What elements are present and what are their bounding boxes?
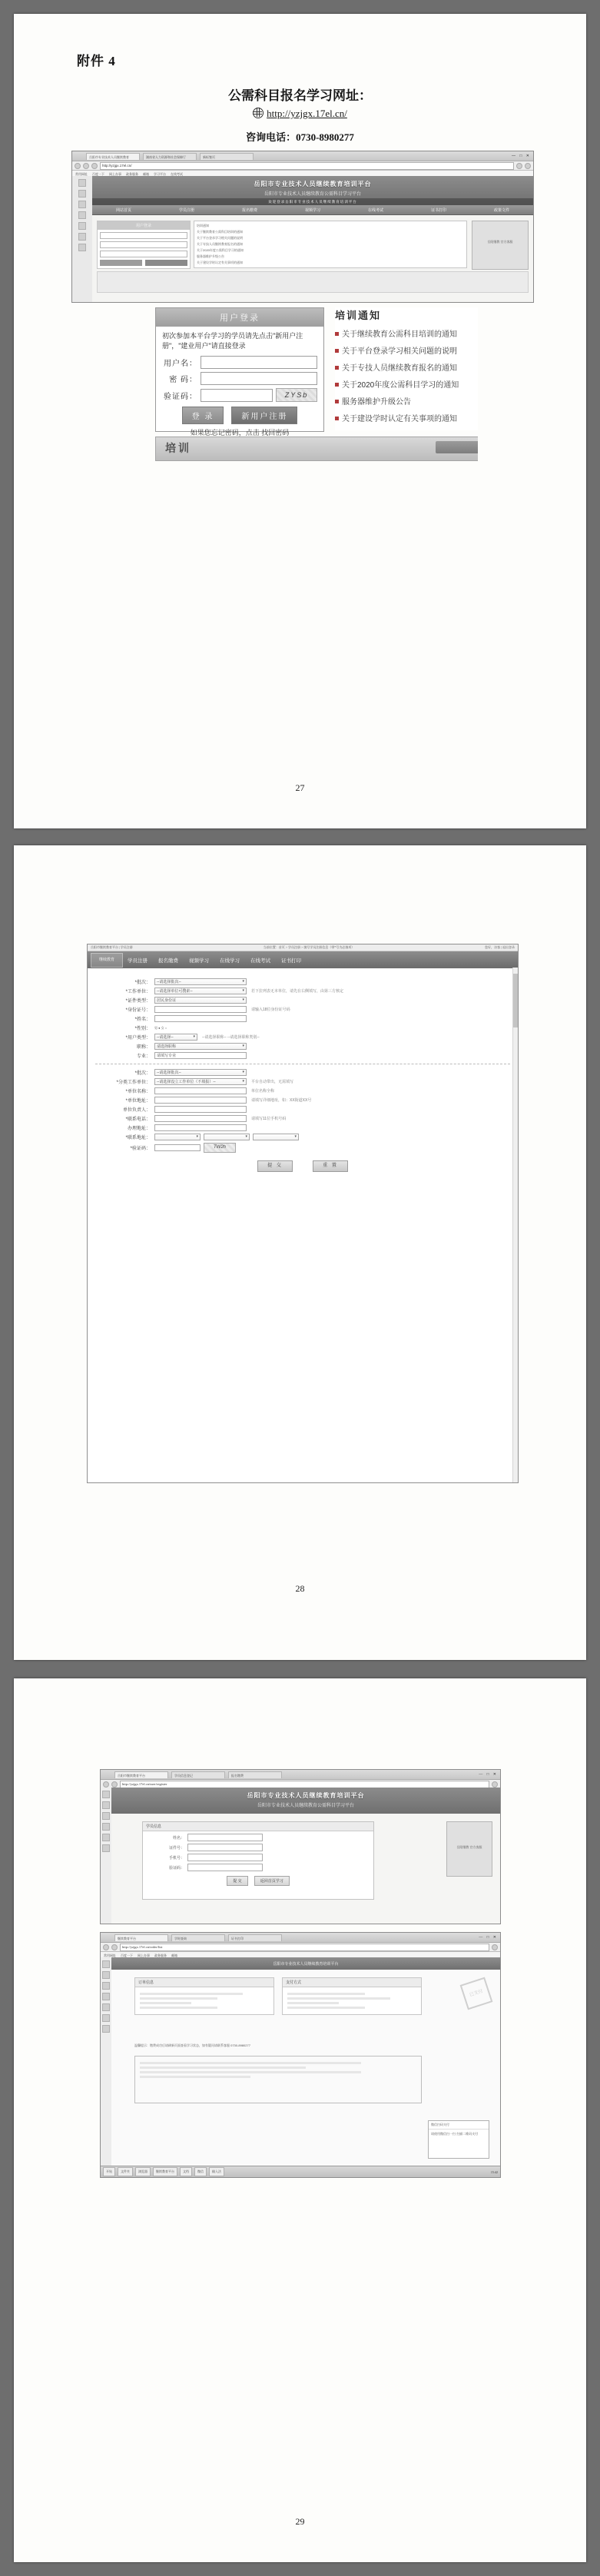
field-phone-hint: 请填写11位手机号码 — [251, 1117, 287, 1121]
login-button[interactable]: 登 录 — [182, 407, 224, 424]
field-name-input[interactable] — [154, 1015, 247, 1022]
website-url-row — [14, 108, 586, 120]
payment-line-2 — [287, 1997, 390, 2000]
field-unit-leader-input[interactable] — [154, 1106, 247, 1113]
mini-news-item-5[interactable]: 服务器维护升级公告 — [197, 254, 224, 258]
field-unit-name-input[interactable] — [154, 1087, 247, 1094]
p3-captcha-label: 验证码： — [168, 1865, 184, 1871]
field-batch-label: *批次： — [134, 981, 151, 985]
p3-bottom-banner-title: 岳阳市专业技术人员继续教育培训平台 — [273, 1962, 339, 1967]
news-item-4[interactable] — [335, 378, 478, 390]
rail-icon-3[interactable] — [102, 1982, 110, 1990]
mini-news-item-6[interactable]: 关于建设学时认定有关事项的通知 — [197, 261, 243, 264]
wechat-pay-text: 请使用微信扫一扫 扫描二维码支付 — [431, 2132, 479, 2136]
page-title: 公需科目报名学习网址： — [228, 88, 372, 103]
rail-icon-2[interactable] — [78, 190, 86, 198]
scrollbar-thumb[interactable] — [513, 974, 518, 1027]
mini-captcha-input[interactable] — [100, 251, 187, 257]
mini-news-panel — [194, 221, 467, 268]
nav-item-home[interactable]: 网站首页 — [115, 207, 131, 213]
bullet-icon — [335, 332, 339, 336]
rail-icon-6[interactable] — [78, 233, 86, 241]
left-rail — [72, 176, 93, 302]
screenshot-student-info — [100, 1769, 501, 1924]
document-page-27 — [14, 14, 586, 828]
rail-icon-1[interactable] — [102, 1791, 110, 1798]
form-topbar-right[interactable]: 您好，访客 | 退出登录 — [485, 945, 515, 949]
screenshot-login-zoom — [155, 307, 478, 470]
bullet-icon — [335, 400, 339, 403]
bookmark-2[interactable]: 百度一下 — [92, 171, 104, 176]
p3-bookmark-5[interactable]: 邮箱 — [171, 1953, 177, 1957]
p3-row-captcha — [148, 1864, 369, 1871]
p3-bookmark-1[interactable]: 常用网址 — [104, 1953, 116, 1957]
field-work-unit-hint: 若下拉列表无本单位，请先在右侧填写，由第三方核定 — [251, 989, 344, 994]
field-office-address — [95, 1124, 510, 1131]
news-item-6[interactable] — [335, 412, 478, 423]
rail-icon-6[interactable] — [102, 2014, 110, 2022]
website-url[interactable]: http://yzjgx.17el.cn/ — [267, 108, 347, 119]
field-id-number-input[interactable] — [154, 1006, 247, 1013]
menu-icon[interactable] — [492, 1944, 498, 1950]
form-nav — [88, 951, 518, 968]
register-button[interactable]: 新用户注册 — [231, 407, 297, 424]
field-sub-unit-select[interactable]: --请选择没立工作单位（不填报）-- ▾ — [154, 1078, 247, 1085]
news-item-2[interactable] — [335, 344, 478, 356]
site-banner-title: 岳阳市专业技术人员继续教育培训平台 — [254, 181, 372, 188]
p3-top-banner-title: 岳阳市专业技术人员继续教育培训平台 — [247, 1792, 365, 1799]
rail-icon-3[interactable] — [78, 201, 86, 208]
field-province-select[interactable] — [154, 1134, 201, 1140]
p3-name-input[interactable] — [187, 1834, 263, 1841]
attachment-label: 附件 4 — [77, 54, 116, 68]
p3-bookmark-4[interactable]: 政务服务 — [154, 1953, 167, 1957]
captcha-label: 验证码： — [164, 392, 197, 401]
p3-bottom-banner — [111, 1957, 500, 1970]
field-id-number — [95, 1006, 510, 1013]
table-line-3 — [140, 2071, 361, 2073]
field-gender — [95, 1024, 510, 1031]
site-banner-strip: 欢迎登录岳阳市专业技术人员继续教育培训平台 — [92, 198, 533, 205]
payment-card-title: 支付方式 — [283, 1978, 421, 1987]
p3-captcha-input[interactable] — [187, 1864, 263, 1871]
training-banner-text: 培训 — [165, 442, 191, 454]
star-icon[interactable] — [516, 163, 522, 169]
p3-bottom-tab-2[interactable]: 学时查询 — [171, 1934, 225, 1941]
url-input[interactable]: http://yzjgx.17el.cn/ — [100, 162, 514, 170]
field-id-type-select[interactable]: 居民身份证 ▾ — [154, 997, 247, 1004]
mini-news-item-1[interactable]: 关于继续教育公需科目培训的通知 — [197, 230, 243, 234]
p3-top-left-rail — [101, 1788, 112, 1924]
form-captcha-image[interactable]: TW2h — [204, 1143, 236, 1153]
p3-top-tab-1[interactable]: 岳阳市继续教育平台 — [114, 1771, 168, 1778]
news-item-2-label: 关于平台登录学习相关问题的说明 — [342, 347, 457, 356]
forgot-password-text[interactable]: 如果您忘记密码，点击 找回密码 — [190, 429, 290, 437]
rail-icon-1[interactable] — [78, 179, 86, 187]
mini-news-item-4[interactable]: 关于2020年度公需科目学习的通知 — [197, 248, 244, 252]
field-unit-address-label: *单位地址： — [125, 1099, 151, 1104]
field-title-select[interactable]: 请选择职称 ▾ — [154, 1043, 247, 1050]
login-card-title: 用户登录 — [156, 308, 323, 327]
form-buttons — [88, 1160, 518, 1172]
bullet-icon — [335, 349, 339, 353]
taskbar-platform[interactable]: 继续教育平台 — [153, 2167, 177, 2176]
form-nav-video[interactable]: 视频学习 — [189, 958, 209, 964]
p3-bottom-url-input[interactable]: http://yzjgx.17el.cn/order/list — [120, 1944, 489, 1951]
field-office-address-input[interactable] — [154, 1124, 247, 1131]
field-id-number-hint: 请输入18位身份证号码 — [251, 1007, 290, 1012]
rail-icon-5[interactable] — [102, 1834, 110, 1841]
rail-icon-4[interactable] — [78, 211, 86, 219]
rail-icon-7[interactable] — [102, 2025, 110, 2033]
captcha-image[interactable]: ZYSb — [276, 388, 317, 402]
rail-icon-6[interactable] — [102, 1844, 110, 1852]
rail-icon-7[interactable] — [78, 244, 86, 251]
field-id-number-label: *身份证号： — [125, 1008, 151, 1013]
p3-back-home-button[interactable]: 返回首页学习 — [254, 1876, 290, 1886]
order-note: 温馨提示：缴费成功后请刷新页面查看学习状态，如有疑问请联系客服 0730-8980277 — [134, 2043, 250, 2047]
mini-password-input[interactable] — [100, 241, 187, 248]
field-batch2 — [95, 1069, 510, 1076]
contact-phone: 咨询电话：0730-8980277 — [246, 131, 354, 143]
rail-icon-1[interactable] — [102, 1960, 110, 1968]
p3-service-panel — [446, 1821, 492, 1877]
p3-row-phone — [148, 1854, 369, 1861]
order-line-4 — [140, 2007, 217, 2009]
browser-address-bar — [72, 161, 533, 171]
bullet-icon — [335, 417, 339, 420]
field-work-unit-label: *工作单位： — [125, 990, 151, 994]
field-name — [95, 1015, 510, 1022]
bookmark-7[interactable]: 在线考试 — [171, 171, 183, 176]
login-buttons — [156, 407, 323, 424]
window-controls[interactable]: — □ ✕ — [512, 154, 531, 158]
p3-row-name — [148, 1834, 369, 1841]
bookmark-3[interactable]: 网上办事 — [109, 171, 121, 176]
field-batch2-select[interactable]: --请选择批次-- ▾ — [154, 1069, 247, 1076]
password-input[interactable] — [201, 372, 317, 385]
mini-login-card — [97, 221, 191, 269]
field-contact-region — [95, 1134, 510, 1140]
page-scrollbar[interactable] — [512, 968, 518, 1482]
screenshot-browser-home — [71, 151, 534, 303]
field-major-label: 专业： — [136, 1054, 151, 1059]
form-nav-payment[interactable]: 报名缴费 — [158, 958, 178, 964]
rail-icon-2[interactable] — [102, 1971, 110, 1979]
p3-bottom-window-controls[interactable]: — □ ✕ — [479, 1936, 498, 1940]
field-user-type-select[interactable]: --请选择-- ▾ — [154, 1034, 197, 1041]
nav-item-certificate[interactable]: 证书打印 — [430, 207, 446, 213]
news-item-6-label: 关于建设学时认定有关事项的通知 — [342, 415, 457, 423]
order-line-3 — [140, 2002, 191, 2004]
browser-tabstrip — [72, 151, 533, 161]
paid-watermark: 已支付 — [460, 1977, 493, 2010]
p3-top-banner-sub: 岳阳市专业技术人员继续教育公需科目学习平台 — [257, 1804, 354, 1808]
forward-icon[interactable] — [111, 1944, 118, 1950]
captcha-row — [162, 388, 317, 402]
service-qr-caption: 岳阳继教 官方客服 — [487, 240, 513, 244]
reset-button[interactable]: 重 置 — [313, 1160, 348, 1172]
rail-icon-4[interactable] — [102, 1993, 110, 2000]
field-id-type — [95, 997, 510, 1004]
p3-service-caption: 岳阳继教 官方客服 — [456, 1845, 482, 1849]
payment-line-1 — [287, 1993, 365, 1995]
table-line-2 — [140, 2066, 306, 2069]
forward-icon[interactable] — [111, 1781, 118, 1788]
service-qr-panel — [472, 221, 529, 270]
order-info-card — [134, 1977, 274, 2015]
field-user-type-label: *用户类型： — [125, 1036, 151, 1041]
p3-id-input[interactable] — [187, 1844, 263, 1851]
p3-top-url-input[interactable]: http://yzjgx.17el.cn/user/register — [120, 1781, 489, 1788]
taskbar-doc[interactable]: 文档 — [180, 2167, 192, 2176]
form-topbar-center: 当前位置：首页 > 学员注册 > 填写学员注册信息（带*号为必填项） — [263, 945, 355, 949]
field-office-address-label: 办理地址： — [127, 1127, 151, 1131]
site-logo: 继续教育 — [91, 953, 123, 968]
payment-line-4 — [287, 2007, 365, 2009]
news-item-1[interactable] — [335, 327, 478, 339]
rail-icon-4[interactable] — [102, 1823, 110, 1831]
taskbar-start[interactable]: 开始 — [103, 2167, 115, 2176]
field-work-unit — [95, 988, 510, 994]
nav-item-video[interactable]: 视频学习 — [304, 207, 320, 213]
field-unit-leader-label: 单位负责人： — [122, 1108, 151, 1113]
field-unit-address-input[interactable] — [154, 1097, 247, 1104]
news-panel — [335, 307, 478, 430]
rail-icon-3[interactable] — [102, 1812, 110, 1820]
wechat-pay-title: 微信扫码支付 — [429, 2121, 489, 2130]
p3-top-tab-3[interactable]: 报名缴费 — [228, 1771, 282, 1778]
news-item-3-label: 关于专技人员继续教育报名的通知 — [342, 364, 457, 373]
username-input[interactable] — [201, 356, 317, 369]
login-card — [155, 307, 324, 437]
menu-icon[interactable] — [492, 1781, 498, 1788]
form-nav-register[interactable]: 学员注册 — [128, 958, 148, 964]
p3-bottom-tab-3[interactable]: 证书打印 — [228, 1934, 282, 1941]
field-batch2-label: *批次： — [134, 1071, 151, 1076]
rail-icon-5[interactable] — [102, 2003, 110, 2011]
table-line-4 — [140, 2076, 250, 2078]
form-section-unit — [88, 1069, 518, 1153]
mini-login-title: 用户登录 — [98, 221, 190, 230]
field-unit-name — [95, 1087, 510, 1094]
p3-bottom-tab-1[interactable]: 继续教育平台 — [114, 1934, 168, 1941]
payment-line-3 — [287, 2002, 339, 2004]
payment-card-lines — [283, 1987, 421, 2014]
p3-phone-input[interactable] — [187, 1854, 263, 1861]
mini-news-title: 培训通知 — [197, 224, 209, 227]
field-title — [95, 1043, 510, 1050]
training-banner-button[interactable] — [436, 441, 478, 453]
back-icon[interactable] — [103, 1781, 109, 1788]
form-nav-certificate[interactable]: 证书打印 — [281, 958, 301, 964]
document-page-29 — [14, 1678, 586, 2562]
nav-item-payment[interactable]: 报名缴费 — [241, 207, 257, 213]
field-captcha-label: *验证码： — [130, 1147, 151, 1151]
course-list-strip — [97, 271, 529, 293]
p3-row-id — [148, 1844, 369, 1851]
nav-item-policy[interactable]: 政策文件 — [493, 207, 509, 213]
globe-icon — [253, 108, 264, 118]
field-captcha — [95, 1143, 510, 1153]
news-item-4-label: 关于2020年度公需科目学习的通知 — [342, 381, 459, 390]
p3-top-window-controls[interactable]: — □ ✕ — [479, 1773, 498, 1777]
field-unit-address — [95, 1097, 510, 1104]
bookmark-4[interactable]: 政务服务 — [126, 171, 138, 176]
field-user-type-hint: --请选择职称-- --请选择职称类别-- — [202, 1035, 260, 1040]
windows-taskbar — [101, 2166, 500, 2177]
bullet-icon — [335, 366, 339, 370]
field-district-select[interactable] — [253, 1134, 299, 1140]
form-nav-exam[interactable]: 在线考试 — [250, 958, 270, 964]
p3-bottom-address-bar — [101, 1943, 500, 1952]
news-item-5[interactable] — [335, 395, 478, 407]
back-icon[interactable] — [103, 1944, 109, 1950]
field-unit-leader — [95, 1106, 510, 1113]
bookmark-6[interactable]: 学习平台 — [154, 171, 166, 176]
p3-bookmark-2[interactable]: 百度一下 — [121, 1953, 133, 1957]
training-banner — [155, 437, 478, 461]
nav-item-exam[interactable]: 在线考试 — [367, 207, 383, 213]
student-info-card-title: 学员信息 — [143, 1822, 373, 1831]
student-info-card — [142, 1821, 374, 1900]
field-gender-label: *性别： — [134, 1027, 151, 1031]
order-line-1 — [140, 1993, 243, 1995]
field-contact-region-label: *联系地址： — [125, 1136, 151, 1140]
wechat-pay-popup[interactable] — [428, 2120, 489, 2159]
news-item-3[interactable] — [335, 361, 478, 373]
bookmark-5[interactable]: 邮箱 — [143, 171, 149, 176]
field-gender-radios[interactable]: 男 ● 女 ○ — [154, 1025, 167, 1030]
field-batch-select[interactable]: --请选择批次-- ▾ — [154, 978, 247, 985]
page-number-28: 28 — [295, 1583, 305, 1594]
screenshot-order-page — [100, 1932, 501, 2178]
field-sub-unit-label: *分类工作单位： — [116, 1081, 151, 1085]
site-banner — [92, 176, 533, 205]
p3-top-tabstrip — [101, 1770, 500, 1780]
field-title-label: 职称： — [136, 1045, 151, 1050]
order-table — [134, 2056, 422, 2103]
payment-card — [282, 1977, 422, 2015]
bookmark-1[interactable]: 常用网址 — [75, 171, 88, 176]
p3-bookmark-3[interactable]: 网上办事 — [138, 1953, 150, 1957]
field-sub-unit-hint: 平台自动带出，无需填写 — [251, 1080, 294, 1084]
field-phone-label: *联系电话： — [125, 1117, 151, 1122]
field-name-label: *姓名： — [134, 1017, 151, 1022]
p3-top-banner — [111, 1788, 500, 1814]
p3-submit-button[interactable]: 提 交 — [227, 1876, 247, 1886]
field-unit-address-hint: 请填写详细地址，如：XX街道XX号 — [251, 1098, 312, 1103]
page-number-29: 29 — [295, 2516, 305, 2527]
field-batch — [95, 978, 510, 985]
rail-icon-5[interactable] — [78, 222, 86, 230]
username-row — [162, 356, 317, 369]
p3-name-label: 姓名： — [172, 1835, 184, 1841]
news-item-5-label: 服务器维护升级公告 — [342, 398, 411, 407]
field-phone — [95, 1115, 510, 1122]
field-unit-name-label: *单位名称： — [125, 1090, 151, 1094]
taskbar-ime[interactable]: 输入法 — [209, 2167, 224, 2176]
taskbar-folder[interactable]: 文件夹 — [118, 2167, 133, 2176]
site-banner-subtitle: 岳阳市专业技术人员继续教育公需科目学习平台 — [264, 192, 361, 197]
menu-icon[interactable] — [525, 163, 531, 169]
form-section-personal — [88, 968, 518, 1059]
browser-tab-2[interactable]: 湖南省人力资源和社会保障厅 — [143, 153, 197, 160]
p3-bottom-content — [111, 1957, 500, 2166]
forward-icon[interactable] — [83, 163, 89, 169]
rail-icon-2[interactable] — [102, 1801, 110, 1809]
p3-phone-label: 手机号： — [168, 1855, 184, 1861]
field-major — [95, 1052, 510, 1059]
order-info-lines — [135, 1987, 273, 2014]
p3-top-content — [111, 1788, 500, 1924]
username-label: 用户名： — [164, 360, 197, 369]
bullet-icon — [335, 383, 339, 387]
field-user-type — [95, 1034, 510, 1041]
browser-tab-1[interactable]: 岳阳市专业技术人员继续教育 — [86, 153, 140, 160]
field-city-select[interactable] — [204, 1134, 250, 1140]
password-row — [162, 372, 317, 385]
order-table-lines — [135, 2056, 421, 2083]
news-panel-title: 培训通知 — [335, 310, 382, 321]
password-label: 密 码： — [169, 376, 197, 385]
taskbar-browser[interactable]: 浏览器 — [135, 2167, 151, 2176]
login-note: 初次参加本平台学习的学员请先点击"新用户注册"，"建业用户"请直接登录 — [162, 332, 303, 350]
form-nav-online-study[interactable]: 在线学习 — [220, 958, 240, 964]
p3-bottom-left-rail — [101, 1957, 112, 2166]
field-captcha-input[interactable] — [154, 1144, 201, 1151]
mini-register-button[interactable] — [145, 260, 187, 266]
field-work-unit-select[interactable]: --请选择单位可搜索-- ▾ — [154, 988, 247, 994]
site-content — [92, 176, 533, 302]
screenshot-registration-form — [87, 944, 519, 1483]
back-icon[interactable] — [75, 163, 81, 169]
p3-bottom-tabstrip — [101, 1933, 500, 1943]
site-nav — [92, 205, 533, 215]
page-number-27: 27 — [295, 782, 305, 793]
taskbar-clock: 15:42 — [490, 2169, 498, 2174]
order-info-title: 订单信息 — [135, 1978, 273, 1987]
order-line-2 — [140, 1997, 217, 2000]
form-nav-items — [128, 957, 301, 964]
mini-login-button[interactable] — [100, 260, 142, 266]
p3-id-label: 证件号： — [168, 1845, 184, 1851]
table-line-1 — [140, 2062, 361, 2064]
p3-top-buttons — [143, 1876, 373, 1886]
mini-news-item-2[interactable]: 关于平台登录学习相关问题的说明 — [197, 236, 243, 240]
document-page-28 — [14, 845, 586, 1660]
form-topbar-left: 岳阳市继续教育平台 | 学员注册 — [91, 945, 133, 949]
reload-icon[interactable] — [91, 163, 98, 169]
mini-username-input[interactable] — [100, 232, 187, 239]
field-sub-unit — [95, 1078, 510, 1085]
field-id-type-label: *证件类型： — [125, 999, 151, 1004]
field-phone-input[interactable] — [154, 1115, 247, 1122]
news-item-1-label: 关于继续教育公需科目培训的通知 — [342, 330, 457, 339]
browser-tab-3[interactable]: 新标签页 — [200, 153, 254, 160]
nav-item-register[interactable]: 学员注册 — [178, 207, 194, 213]
field-major-input[interactable]: 请填写专业 — [154, 1052, 247, 1059]
mini-news-item-3[interactable]: 关于专技人员继续教育报名的通知 — [197, 242, 243, 246]
p3-top-tab-2[interactable]: 学员信息登记 — [171, 1771, 225, 1778]
field-unit-name-hint: 单位名称全称 — [251, 1089, 275, 1094]
form-topbar — [88, 944, 518, 951]
taskbar-wechat[interactable]: 微信 — [194, 2167, 207, 2176]
submit-button[interactable]: 提 交 — [257, 1160, 293, 1172]
captcha-input[interactable] — [201, 389, 273, 402]
